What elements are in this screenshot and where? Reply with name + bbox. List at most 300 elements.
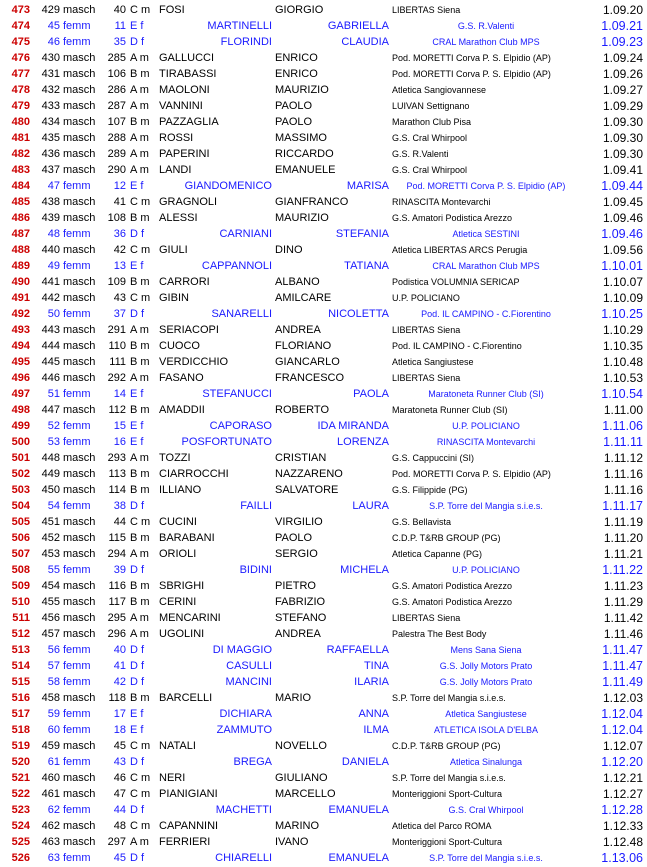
category-rank-cell: 117 [108,596,126,608]
club-cell: U.P. POLICIANO [452,421,520,431]
category-rank-cell: 114 [108,484,126,496]
surname-cell: MARTINELLI [207,20,272,32]
club-cell: Atletica Capanne (PG) [392,549,483,559]
surname-cell: MAOLONI [159,84,210,96]
time-cell: 1.11.06 [602,419,643,433]
category-rank-cell: 14 [113,388,126,400]
club-cell: G.S. R.Valenti [392,149,449,159]
gender-cell: masch [63,548,96,560]
gender-rank-cell: 46 [47,36,60,48]
time-cell: 1.11.00 [603,403,643,417]
surname-cell: SBRIGHI [159,580,205,592]
result-row [0,18,647,34]
result-row [0,818,647,834]
category-cell: A m [130,100,149,112]
club-cell: LIBERTAS Siena [392,5,461,15]
club-cell: G.S. Jolly Motors Prato [439,661,533,671]
position-cell: 511 [12,612,30,624]
surname-cell: MENCARINI [159,612,221,624]
time-cell: 1.09.45 [602,195,643,209]
time-cell: 1.11.12 [603,451,643,465]
club-cell: Atletica Sinalunga [449,757,523,767]
category-cell: C m [130,788,151,800]
position-cell: 512 [11,628,30,640]
category-rank-cell: 118 [108,692,126,704]
result-row [0,66,647,82]
surname-cell: ZAMMUTO [216,724,272,736]
gender-rank-cell: 54 [47,500,60,512]
category-cell: E f [130,260,144,272]
category-cell: A m [130,324,149,336]
time-cell: 1.10.35 [602,339,643,353]
category-rank-cell: 296 [107,628,126,640]
time-cell: 1.11.49 [602,675,643,689]
result-row [0,226,647,242]
gender-rank-cell: 49 [47,260,60,272]
first-name-cell: RICCARDO [275,148,334,160]
category-cell: A m [130,548,149,560]
gender-cell: femm [63,724,91,736]
category-rank-cell: 44 [113,804,126,816]
club-cell: LIBERTAS Siena [392,613,461,623]
surname-cell: CIARROCCHI [159,468,229,480]
position-cell: 490 [11,276,30,288]
result-row [0,674,647,690]
gender-rank-cell: 59 [47,708,60,720]
gender-cell: masch [63,324,96,336]
category-rank-cell: 288 [107,132,126,144]
position-cell: 497 [11,388,30,400]
gender-cell: masch [63,788,96,800]
surname-cell: GIBIN [159,292,189,304]
first-name-cell: GIORGIO [275,4,324,16]
time-cell: 1.12.33 [602,819,643,833]
position-cell: 513 [11,644,30,656]
surname-cell: CUCINI [159,516,197,528]
gender-rank-cell: 51 [47,388,60,400]
gender-cell: femm [63,260,91,272]
first-name-cell: DINO [275,244,303,256]
category-cell: A m [130,164,149,176]
surname-cell: LANDI [159,164,192,176]
category-rank-cell: 18 [113,724,126,736]
position-cell: 488 [11,244,30,256]
surname-cell: ALESSI [159,212,198,224]
surname-cell: POSFORTUNATO [181,436,272,448]
gender-rank-cell: 62 [47,804,60,816]
gender-cell: masch [63,596,96,608]
category-cell: B m [130,532,150,544]
gender-rank-cell: 432 [41,84,60,96]
position-cell: 491 [11,292,30,304]
category-rank-cell: 289 [107,148,126,160]
gender-cell: femm [63,228,91,240]
gender-rank-cell: 58 [47,676,60,688]
time-cell: 1.12.04 [601,707,643,721]
position-cell: 484 [11,180,30,192]
first-name-cell: PAOLO [275,532,313,544]
surname-cell: CAPORASO [209,420,272,432]
first-name-cell: EMANUELE [275,164,336,176]
result-row [0,626,647,642]
club-cell: Atletica Sangiovannese [392,85,487,95]
time-cell: 1.11.47 [602,643,643,657]
gender-cell: masch [63,164,96,176]
club-cell: LUIVAN Settignano [392,101,470,111]
time-cell: 1.09.56 [602,243,643,257]
first-name-cell: NAZZARENO [275,468,343,480]
first-name-cell: MARINO [275,820,319,832]
gender-cell: masch [63,52,96,64]
club-cell: G.S. Jolly Motors Prato [439,677,533,687]
category-cell: B m [130,276,150,288]
time-cell: 1.12.20 [601,755,643,769]
gender-cell: masch [63,4,96,16]
category-rank-cell: 17 [113,708,126,720]
first-name-cell: LAURA [352,500,389,512]
position-cell: 519 [11,740,30,752]
gender-rank-cell: 56 [47,644,60,656]
result-row [0,322,647,338]
gender-rank-cell: 57 [47,660,60,672]
category-rank-cell: 107 [107,116,126,128]
club-cell: Atletica del Parco ROMA [392,821,492,831]
result-row [0,530,647,546]
surname-cell: ILLIANO [159,484,202,496]
gender-rank-cell: 452 [41,532,60,544]
category-cell: B m [130,468,150,480]
first-name-cell: GIANCARLO [275,356,340,368]
gender-rank-cell: 438 [41,196,60,208]
club-cell: Monteriggioni Sport-Cultura [392,789,503,799]
gender-cell: femm [63,308,91,320]
category-rank-cell: 295 [107,612,126,624]
result-row [0,418,647,434]
time-cell: 1.11.47 [602,659,643,673]
club-cell: Monteriggioni Sport-Cultura [392,837,503,847]
gender-rank-cell: 47 [47,180,60,192]
club-cell: Atletica LIBERTAS ARCS Perugia [392,245,528,255]
category-rank-cell: 290 [107,164,126,176]
gender-rank-cell: 447 [41,404,60,416]
result-row [0,466,647,482]
category-cell: C m [130,244,151,256]
surname-cell: MANCINI [225,676,272,688]
first-name-cell: LORENZA [337,436,389,448]
category-cell: D f [130,228,145,240]
surname-cell: VERDICCHIO [159,356,229,368]
gender-rank-cell: 462 [41,820,60,832]
category-rank-cell: 292 [107,372,126,384]
time-cell: 1.09.21 [601,19,643,33]
category-cell: E f [130,436,144,448]
result-row [0,450,647,466]
category-rank-cell: 11 [114,20,126,32]
surname-cell: CARRORI [159,276,210,288]
result-row [0,482,647,498]
result-row [0,242,647,258]
result-row [0,114,647,130]
gender-cell: masch [63,68,96,80]
surname-cell: TOZZI [159,452,191,464]
club-cell: Palestra The Best Body [392,629,487,639]
time-cell: 1.10.25 [601,307,643,321]
position-cell: 517 [11,708,30,720]
time-cell: 1.09.41 [602,163,643,177]
gender-rank-cell: 442 [41,292,60,304]
gender-rank-cell: 52 [47,420,60,432]
category-cell: B m [130,484,150,496]
surname-cell: SERIACOPI [159,324,219,336]
gender-rank-cell: 430 [41,52,60,64]
surname-cell: FOSI [159,4,185,16]
gender-cell: masch [63,628,96,640]
club-cell: Mens Sana Siena [450,645,522,655]
position-cell: 482 [11,148,30,160]
gender-cell: masch [63,196,96,208]
first-name-cell: FABRIZIO [275,596,326,608]
surname-cell: CHIARELLI [215,852,272,864]
first-name-cell: IVANO [275,836,309,848]
gender-rank-cell: 439 [41,212,60,224]
first-name-cell: STEFANO [275,612,327,624]
category-cell: A m [130,84,149,96]
category-cell: D f [130,308,145,320]
first-name-cell: DANIELA [341,756,389,768]
position-cell: 500 [11,436,30,448]
position-cell: 526 [11,852,30,864]
result-row [0,386,647,402]
club-cell: ATLETICA ISOLA D'ELBA [433,725,539,735]
first-name-cell: ALBANO [275,276,320,288]
result-row [0,738,647,754]
result-row [0,802,647,818]
gender-rank-cell: 451 [41,516,60,528]
surname-cell: CAPANNINI [159,820,219,832]
first-name-cell: NICOLETTA [328,308,389,320]
first-name-cell: ANDREA [275,324,321,336]
first-name-cell: VIRGILIO [275,516,323,528]
gender-cell: masch [63,836,96,848]
category-rank-cell: 111 [109,356,126,368]
position-cell: 502 [11,468,30,480]
first-name-cell: AMILCARE [275,292,332,304]
position-cell: 510 [11,596,30,608]
time-cell: 1.11.16 [603,483,643,497]
result-row [0,786,647,802]
surname-cell: CUOCO [159,340,200,352]
club-cell: CRAL Marathon Club MPS [432,261,540,271]
category-rank-cell: 45 [113,852,126,864]
gender-cell: femm [63,804,91,816]
position-cell: 492 [11,308,30,320]
club-cell: S.P. Torre del Mangia s.i.e.s. [392,773,506,783]
position-cell: 521 [11,772,30,784]
result-row [0,130,647,146]
gender-cell: masch [63,772,96,784]
result-row [0,770,647,786]
gender-rank-cell: 455 [41,596,60,608]
position-cell: 483 [11,164,30,176]
gender-cell: masch [63,452,96,464]
gender-rank-cell: 448 [41,452,60,464]
category-rank-cell: 38 [113,500,126,512]
result-row [0,274,647,290]
position-cell: 494 [11,340,30,352]
surname-cell: FLORINDI [220,36,272,48]
gender-cell: femm [63,852,91,864]
position-cell: 504 [11,500,30,512]
surname-cell: UGOLINI [159,628,205,640]
category-cell: E f [130,420,144,432]
club-cell: S.P. Torre del Mangia s.i.e.s. [429,853,543,863]
first-name-cell: EMANUELA [328,852,389,864]
gender-rank-cell: 60 [47,724,60,736]
category-cell: A m [130,132,149,144]
gender-cell: masch [63,516,96,528]
first-name-cell: CRISTIAN [275,452,327,464]
gender-rank-cell: 445 [41,356,60,368]
surname-cell: NERI [159,772,186,784]
category-cell: B m [130,340,150,352]
category-cell: C m [130,772,151,784]
category-cell: A m [130,148,149,160]
time-cell: 1.12.27 [602,787,643,801]
first-name-cell: MAURIZIO [275,84,329,96]
time-cell: 1.10.01 [601,259,643,273]
category-rank-cell: 47 [113,788,126,800]
surname-cell: ROSSI [159,132,194,144]
time-cell: 1.09.30 [602,115,643,129]
surname-cell: VANNINI [159,100,203,112]
time-cell: 1.09.44 [601,179,643,193]
result-row [0,594,647,610]
category-rank-cell: 294 [107,548,126,560]
first-name-cell: PAOLO [275,100,313,112]
gender-cell: masch [63,100,96,112]
category-rank-cell: 35 [113,36,126,48]
club-cell: U.P. POLICIANO [452,565,520,575]
club-cell: G.S. Filippide (PG) [392,485,468,495]
result-row [0,610,647,626]
gender-rank-cell: 61 [47,756,60,768]
category-rank-cell: 116 [108,580,126,592]
gender-cell: masch [63,740,96,752]
first-name-cell: PAOLO [275,116,313,128]
surname-cell: FAILLI [240,500,272,512]
club-cell: RINASCITA Montevarchi [392,197,491,207]
time-cell: 1.10.53 [602,371,643,385]
first-name-cell: ILARIA [354,676,389,688]
gender-rank-cell: 457 [41,628,60,640]
gender-rank-cell: 463 [41,836,60,848]
category-rank-cell: 13 [113,260,126,272]
surname-cell: GRAGNOLI [159,196,218,208]
time-cell: 1.11.23 [603,579,643,593]
category-cell: B m [130,68,150,80]
category-rank-cell: 41 [113,196,126,208]
result-row [0,754,647,770]
position-cell: 509 [11,580,30,592]
category-cell: A m [130,452,149,464]
gender-cell: masch [63,612,96,624]
gender-rank-cell: 435 [41,132,60,144]
position-cell: 498 [11,404,30,416]
gender-rank-cell: 449 [41,468,60,480]
category-cell: D f [130,660,145,672]
first-name-cell: EMANUELA [328,804,389,816]
club-cell: S.P. Torre del Mangia s.i.e.s. [392,693,506,703]
category-rank-cell: 42 [113,244,126,256]
surname-cell: BARABANI [159,532,215,544]
time-cell: 1.10.07 [602,275,643,289]
category-cell: D f [130,852,145,864]
gender-cell: femm [63,20,91,32]
gender-rank-cell: 433 [41,100,60,112]
position-cell: 495 [11,356,30,368]
club-cell: C.D.P. T&RB GROUP (PG) [392,533,501,543]
surname-cell: MACHETTI [215,804,272,816]
result-row [0,850,647,866]
category-cell: C m [130,820,151,832]
gender-rank-cell: 434 [41,116,60,128]
position-cell: 496 [11,372,30,384]
gender-cell: femm [63,180,91,192]
result-row [0,642,647,658]
club-cell: G.S. Amatori Podistica Arezzo [392,213,513,223]
time-cell: 1.12.04 [601,723,643,737]
club-cell: Pod. MORETTI Corva P. S. Elpidio (AP) [392,69,551,79]
result-row [0,690,647,706]
gender-cell: masch [63,292,96,304]
surname-cell: CARNIANI [219,228,272,240]
first-name-cell: FRANCESCO [275,372,345,384]
result-row [0,546,647,562]
gender-cell: masch [63,404,96,416]
category-cell: D f [130,676,145,688]
time-cell: 1.11.17 [602,499,643,513]
surname-cell: NATALI [159,740,196,752]
category-rank-cell: 39 [113,564,126,576]
position-cell: 481 [11,132,30,144]
category-rank-cell: 43 [113,292,126,304]
gender-cell: femm [63,388,91,400]
result-row [0,834,647,850]
category-cell: B m [130,580,150,592]
position-cell: 499 [11,420,30,432]
gender-cell: femm [63,36,91,48]
gender-rank-cell: 453 [41,548,60,560]
position-cell: 501 [11,452,30,464]
gender-cell: femm [63,708,91,720]
club-cell: G.S. Amatori Podistica Arezzo [392,581,513,591]
first-name-cell: ILMA [363,724,389,736]
gender-cell: masch [63,484,96,496]
gender-rank-cell: 460 [41,772,60,784]
first-name-cell: PAOLA [353,388,389,400]
club-cell: Atletica SESTINI [452,229,520,239]
first-name-cell: ENRICO [275,52,318,64]
first-name-cell: CLAUDIA [341,36,389,48]
category-rank-cell: 285 [107,52,126,64]
category-rank-cell: 46 [113,772,126,784]
club-cell: G.S. Cral Whirpool [392,133,468,143]
club-cell: RINASCITA Montevarchi [436,437,536,447]
surname-cell: BARCELLI [159,692,213,704]
time-cell: 1.09.46 [602,211,643,225]
position-cell: 506 [11,532,30,544]
gender-rank-cell: 459 [41,740,60,752]
